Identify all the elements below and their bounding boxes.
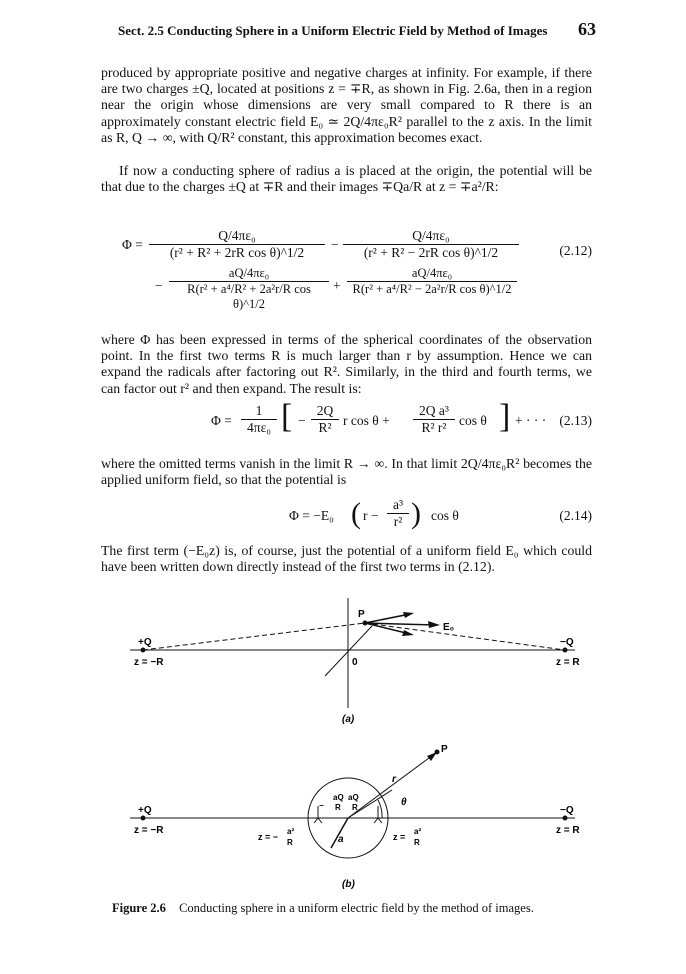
section-title: Sect. 2.5 Conducting Sphere in a Uniform Electric Field by Method of Images [118, 23, 548, 38]
label-origin: 0 [352, 657, 358, 668]
equation-2-12 [101, 228, 592, 320]
label-img-pos-right-prefix: z = [393, 832, 406, 842]
charge-plus-a [141, 648, 146, 653]
theta-arc [378, 800, 382, 818]
label-z-minus-r-b: z = −R [134, 825, 164, 836]
dashed-line-right [365, 623, 565, 650]
label-z-r-a: z = R [556, 657, 580, 668]
label-img-pos-left-top: a² [287, 827, 295, 836]
eq214-frac [387, 497, 409, 530]
eq214-frac-num: a³ [387, 497, 409, 514]
eq212-term1-den: (r² + R² + 2rR cos θ)^1/2 [169, 245, 305, 260]
point-p-a [363, 621, 368, 626]
eq213-a-tail: r cos θ + [343, 413, 390, 428]
dashed-line-left [143, 623, 365, 650]
label-p-b: P [441, 744, 448, 755]
label-image-right-top: aQ [348, 793, 359, 802]
paragraph-1-text: produced by appropriate positive and negative charges at infinity. For example, if there are two charges ±Q, located at positions z = ∓R, as shown in Fig. 2.6a, then in a region near the origin whose dimensions are very small compared to R there is an approximately constant electric field E₀ ≃ 2Q/4πε₀R² parallel to the z axis. In the limit as R, Q → ∞, with Q/R² constant, this approximation becomes exact. [101, 65, 592, 145]
running-header [118, 20, 596, 42]
eq213-close-bracket: ] [499, 398, 511, 435]
label-image-right-bot: R [352, 803, 358, 812]
eq212-minus: − [331, 237, 339, 252]
eq212-term4-num: aQ/4πε₀ [347, 266, 517, 282]
eq213-a-den: R² [318, 420, 332, 435]
paragraph-5 [101, 543, 592, 575]
label-e0: E₀ [443, 622, 455, 633]
equation-2-13: Φ = $\frac{1}{\text{4πε₀}}$ [ − $\frac{2Q}{\text{R²}}$ r cos θ + $\frac{\text{2Q a³}}{\text{R² r²}}$ cos θ ] + · · · (2.13) [211, 398, 592, 435]
paragraph-5-text: The first term (−E₀z) is, of course, just the potential of a uniform field E₀ which could have been written down directly instead of the first two terms in (2.12). [101, 543, 592, 575]
label-minus-q-a: −Q [560, 637, 574, 648]
label-image-left-bot: R [335, 803, 341, 812]
label-theta: θ [401, 797, 407, 808]
eq212-term2-num: Q/4πε₀ [343, 228, 519, 245]
eq212-term2 [343, 228, 519, 261]
eq213-rest: + · · · [515, 413, 547, 428]
equation-2-14 [101, 495, 592, 537]
eq212-minus-2: − [155, 278, 163, 293]
label-p-a: P [358, 609, 365, 620]
eq213-pre-den: 4πε₀ [247, 420, 271, 435]
eq213-term-a [311, 403, 339, 436]
label-sub-a: (a) [342, 714, 355, 725]
eq213-b-tail: cos θ [459, 413, 487, 428]
label-plus-q-b: +Q [138, 805, 152, 816]
figure-2-6a [0, 590, 686, 730]
label-radius-a: a [338, 834, 344, 845]
eq214-frac-den: r² [393, 514, 403, 529]
eq212-number: (2.12) [559, 243, 592, 258]
radius-vector-r [348, 755, 433, 818]
eq212-term4-den: R(r² + a⁴/R² − 2a²r/R cos θ)^1/2 [352, 282, 512, 296]
label-z-r-b: z = R [556, 825, 580, 836]
paragraph-4 [101, 456, 592, 488]
eq214-r: r − [363, 508, 379, 523]
paragraph-3-text: where Φ has been expressed in terms of the spherical coordinates of the observation point. In the first two terms R is much larger than r by assumption. Hence we can expand the radicals after factoring out R². Similarly, in the third and fourth terms, we can factor out r² and then expand. The result is: [101, 332, 592, 396]
eq213-prefactor [241, 403, 277, 436]
eq213-number: (2.13) [559, 413, 592, 428]
paragraph-3 [101, 332, 592, 397]
eq214-tail: cos θ [431, 508, 459, 523]
eq213-b-den: R² r² [421, 420, 447, 435]
eq213-pre-num: 1 [241, 403, 277, 420]
label-minus-q-b: −Q [560, 805, 574, 816]
label-plus-q-a: +Q [138, 637, 152, 648]
point-p-b [435, 750, 440, 755]
eq212-term1-num: Q/4πε₀ [149, 228, 325, 245]
eq214-lhs: Φ = −E₀ [289, 508, 334, 523]
label-image-left-sign: − [319, 801, 324, 810]
charge-minus-a [563, 648, 568, 653]
charge-minus-b [563, 816, 568, 821]
paragraph-2-text: If now a conducting sphere of radius a is placed at the origin, the potential will be that due to the charges ±Q at ∓R and their images ∓Qa/R at z = ∓a²/R: [101, 163, 592, 195]
figure-caption [112, 901, 534, 916]
eq213-a-num: 2Q [311, 403, 339, 420]
eq212-term2-den: (r² + R² − 2rR cos θ)^1/2 [363, 245, 499, 260]
charge-plus-b [141, 816, 146, 821]
label-r-b: r [392, 774, 396, 785]
eq212-term4 [347, 266, 517, 297]
eq214-number: (2.14) [559, 508, 592, 523]
eq214-close-paren: ) [411, 497, 421, 530]
label-img-pos-right-bot: R [414, 838, 420, 847]
eq213-lhs: Φ = [211, 413, 232, 428]
eq213-open-bracket: [ [281, 398, 293, 435]
eq212-term3-num: aQ/4πε₀ [169, 266, 329, 282]
paragraph-1 [101, 65, 592, 146]
eq213-b-num: 2Q a³ [413, 403, 455, 420]
eq212-term1 [149, 228, 325, 261]
eq212-lhs: Φ = [122, 237, 143, 252]
page-number: 63 [578, 19, 596, 39]
paragraph-4-text: where the omitted terms vanish in the limit R → ∞. In that limit 2Q/4πε₀R² becomes the applied uniform field, so that the potential is [101, 456, 592, 488]
figure-2-6b [0, 738, 686, 893]
eq212-plus: + [333, 278, 341, 293]
eq212-term3-den: R(r² + a⁴/R² + 2a²r/R cos θ)^1/2 [187, 282, 311, 311]
label-sub-b: (b) [342, 879, 355, 890]
eq213-term-b [413, 403, 455, 436]
caption-text: Conducting sphere in a uniform electric field by the method of images. [179, 901, 534, 915]
label-image-left-top: aQ [333, 793, 344, 802]
field-arrow-upper [365, 614, 410, 623]
paragraph-2 [101, 163, 592, 195]
eq214-open-paren: ( [351, 497, 361, 530]
label-z-minus-r-a: z = −R [134, 657, 164, 668]
caption-label: Figure 2.6 [112, 901, 166, 915]
label-img-pos-left-prefix: z = − [258, 832, 279, 842]
label-img-pos-left-bot: R [287, 838, 293, 847]
label-img-pos-right-top: a² [414, 827, 422, 836]
eq212-term3 [169, 266, 329, 312]
